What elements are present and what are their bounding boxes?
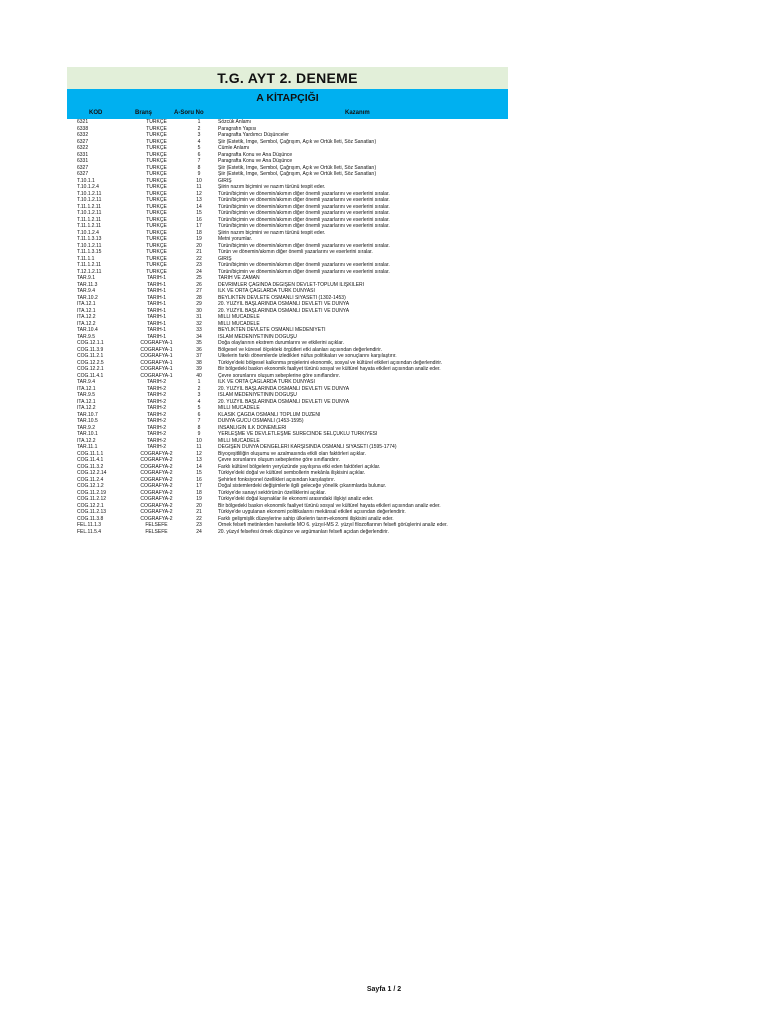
cell-kod: TAR.10.4 xyxy=(77,327,98,333)
cell-kod: COĞ.12.2.14 xyxy=(77,470,107,476)
cell-kazanim: Türün/biçimin ve dönemin/akımın diğer önemli yazarlarını ve eserlerini sıralar. xyxy=(218,268,390,275)
cell-kod: T.10.1.2.4 xyxy=(77,184,99,190)
cell-kod: TAR.10.7 xyxy=(77,411,98,418)
cell-kod: COĞ.11.3.9 xyxy=(77,346,104,353)
cell-brans: COĞRAFYA-2 xyxy=(140,502,173,509)
cell-kod: 6327 xyxy=(77,164,89,171)
cell-brans: COĞRAFYA-2 xyxy=(140,496,173,502)
cell-kod: TAR.10.5 xyxy=(77,418,98,424)
cell-kazanim: Cümle Anlamı xyxy=(218,145,250,151)
cell-brans: TARİH-1 xyxy=(146,294,167,301)
cell-brans: TARİH-2 xyxy=(146,405,167,411)
cell-soru: 11 xyxy=(196,444,202,450)
cell-soru: 33 xyxy=(196,327,202,333)
cell-kod: İTA.12.1 xyxy=(77,398,96,405)
cell-kod: T.11.1.2.11 xyxy=(77,223,101,229)
cell-brans: TÜRKÇE xyxy=(146,262,167,268)
cell-brans: TÜRKÇE xyxy=(146,138,167,145)
cell-soru: 1 xyxy=(197,379,201,385)
cell-brans: TÜRKÇE xyxy=(146,236,167,242)
cell-brans: TARİH-1 xyxy=(146,288,167,294)
cell-kod: 6331 xyxy=(77,151,89,158)
cell-soru: 6 xyxy=(197,151,201,158)
cell-kazanim: MİLLİ MÜCADELE xyxy=(218,405,260,411)
cell-kod: TAR.11.1 xyxy=(77,444,98,450)
cell-kod: İTA.12.1 xyxy=(77,301,96,307)
cell-kazanim: BEYLİKTEN DEVLETE OSMANLI MEDENİYETİ xyxy=(218,327,326,333)
cell-brans: TÜRKÇE xyxy=(146,177,167,184)
cell-kod: TAR.9.5 xyxy=(77,392,95,398)
cell-kod: T.10.1.2.4 xyxy=(77,229,99,236)
cell-kazanim: Ülkelerin farklı dönemlerde izledikleri nüfus politikaları ve sonuçlarını karşılaştırır. xyxy=(218,353,397,359)
cell-kod: 6321 xyxy=(77,119,89,125)
cell-brans: TÜRKÇE xyxy=(146,249,167,255)
cell-kazanim: Şiirin nazım biçimini ve nazım türünü tespit eder. xyxy=(218,184,326,190)
cell-kazanim: 20. YÜZYIL BAŞLARINDA OSMANLI DEVLETİ VE DÜNYA xyxy=(218,385,350,392)
cell-kazanim: 20. yüzyıl felsefesi örnek düşünce ve argümanları felsefi açıdan değerlendirir. xyxy=(218,528,389,535)
cell-brans: COĞRAFYA-1 xyxy=(140,366,173,372)
cell-kazanim: Türün ve dönemin/akımın diğer önemli yazarlarını ve eserlerini sıralar. xyxy=(218,249,373,255)
cell-kod: FEL.11.1.3 xyxy=(77,522,102,528)
cell-kod: COĞ.11.4.1 xyxy=(77,457,104,463)
cell-soru: 16 xyxy=(196,216,202,223)
cell-kod: COĞ.11.3.2 xyxy=(77,463,104,470)
cell-kod: COĞ.11.2.19 xyxy=(77,489,107,496)
cell-brans: TARİH-2 xyxy=(146,398,167,405)
cell-soru: 17 xyxy=(196,223,202,229)
cell-kod: COĞ.11.2.4 xyxy=(77,476,104,483)
cell-kod: COĞ.11.2.1 xyxy=(77,353,104,359)
cell-kod: TAR.9.4 xyxy=(77,379,95,385)
cell-kazanim: Doğal sistemlerdeki değişimlerle ilgili geleceğe yönelik çıkarımlarda bulunur. xyxy=(218,483,387,489)
cell-kod: T.10.1.2.11 xyxy=(77,190,102,197)
cell-brans: TARİH-1 xyxy=(146,320,167,327)
cell-soru: 23 xyxy=(196,522,202,528)
cell-soru: 31 xyxy=(196,314,202,320)
cell-kazanim: 20. YÜZYIL BAŞLARINDA OSMANLI DEVLETİ VE DÜNYA xyxy=(218,307,350,314)
cell-brans: TÜRKÇE xyxy=(146,255,167,262)
cell-soru: 17 xyxy=(196,483,202,489)
cell-soru: 8 xyxy=(197,424,201,431)
cell-kod: T.10.1.2.11 xyxy=(77,197,102,203)
cell-brans: TARİH-2 xyxy=(146,444,167,450)
cell-brans: FELSEFE xyxy=(145,528,168,535)
cell-kazanim: MİLLİ MÜCADELE xyxy=(218,437,260,444)
cell-soru: 20 xyxy=(196,502,202,509)
cell-kazanim: Bir bölgedeki baskın ekonomik faaliyet türünü sosyal ve kültürel hayata etkileri açısından analiz eder. xyxy=(218,366,441,372)
cell-soru: 29 xyxy=(196,301,202,307)
cell-brans: TARİH-2 xyxy=(146,418,167,424)
cell-kod: 6331 xyxy=(77,158,89,164)
cell-kazanim: Paragrafta Yardımcı Düşünceler xyxy=(218,132,289,138)
cell-brans: TARİH-2 xyxy=(146,424,167,431)
cell-soru: 2 xyxy=(197,385,201,392)
cell-kod: 6322 xyxy=(77,145,89,151)
cell-soru: 19 xyxy=(196,496,202,502)
cell-brans: COĞRAFYA-2 xyxy=(140,489,173,496)
kazanim-table xyxy=(67,119,508,535)
cell-kazanim: 20. YÜZYIL BAŞLARINDA OSMANLI DEVLETİ VE DÜNYA xyxy=(218,301,350,307)
cell-brans: COĞRAFYA-2 xyxy=(140,450,173,457)
cell-brans: TÜRKÇE xyxy=(146,242,167,249)
cell-kazanim: Şiirin nazım biçimini ve nazım türünü tespit eder. xyxy=(218,229,326,236)
cell-kazanim: Türün/biçimin ve dönemin/akımın diğer önemli yazarlarını ve eserlerini sıralar. xyxy=(218,223,390,229)
header-kod: KOD xyxy=(89,110,103,116)
cell-kod: COĞ.12.2.5 xyxy=(77,359,104,366)
cell-soru: 3 xyxy=(197,392,201,398)
cell-soru: 37 xyxy=(196,353,202,359)
cell-kazanim: Türün/biçimin ve dönemin/akımın diğer önemli yazarlarını ve eserlerini sıralar. xyxy=(218,203,390,210)
cell-brans: COĞRAFYA-2 xyxy=(140,509,173,515)
cell-kod: T.11.1.1 xyxy=(77,255,95,262)
cell-soru: 11 xyxy=(196,184,202,190)
cell-kod: T.11.1.2.11 xyxy=(77,203,101,210)
cell-kod: T.12.1.2.11 xyxy=(77,268,102,275)
cell-soru: 13 xyxy=(196,197,202,203)
cell-kazanim: Paragrafta Konu ve Ana Düşünce xyxy=(218,151,293,158)
cell-brans: TÜRKÇE xyxy=(146,184,167,190)
cell-kod: COĞ.11.2.13 xyxy=(77,509,107,515)
cell-brans: TARİH-1 xyxy=(146,327,167,333)
cell-brans: TÜRKÇE xyxy=(146,164,167,171)
cell-soru: 20 xyxy=(196,242,202,249)
cell-soru: 18 xyxy=(196,229,202,236)
cell-kod: T.10.1.2.11 xyxy=(77,210,102,216)
cell-brans: TÜRKÇE xyxy=(146,119,167,125)
cell-kazanim: İSLAM MEDENİYETİNİN DOĞUŞU xyxy=(218,392,297,398)
cell-soru: 19 xyxy=(196,236,202,242)
cell-soru: 40 xyxy=(196,372,202,379)
cell-kazanim: GİRİŞ xyxy=(218,177,232,184)
cell-kazanim: Türün/biçimin ve dönemin/akımın diğer önemli yazarlarını ve eserlerini sıralar. xyxy=(218,210,390,216)
cell-brans: TARİH-1 xyxy=(146,275,167,281)
cell-kod: 6327 xyxy=(77,171,89,177)
cell-brans: COĞRAFYA-1 xyxy=(140,346,173,353)
cell-brans: COĞRAFYA-2 xyxy=(140,470,173,476)
cell-kod: TAR.9.4 xyxy=(77,288,95,294)
cell-kazanim: Bir bölgedeki baskın ekonomik faaliyet türünü sosyal ve kültürel hayata etkileri açısından analiz eder. xyxy=(218,502,441,509)
cell-kod: İTA.12.2 xyxy=(77,437,96,444)
exam-title: T.G. AYT 2. DENEME xyxy=(67,67,508,89)
cell-soru: 18 xyxy=(196,489,202,496)
cell-kod: TAR.10.2 xyxy=(77,294,98,301)
cell-soru: 7 xyxy=(197,158,201,164)
cell-brans: TÜRKÇE xyxy=(146,145,167,151)
cell-soru: 10 xyxy=(196,177,202,184)
cell-kod: 6338 xyxy=(77,125,89,132)
cell-kod: İTA.12.2 xyxy=(77,314,96,320)
cell-soru: 9 xyxy=(197,431,201,437)
cell-kazanim: DEVRİMLER ÇAĞINDA DEĞİŞEN DEVLET-TOPLUM İLİŞKİLERİ xyxy=(218,281,365,288)
cell-soru: 35 xyxy=(196,340,202,346)
cell-kazanim: Paragrafta Konu ve Ana Düşünce xyxy=(218,158,293,164)
cell-soru: 24 xyxy=(196,528,202,535)
cell-soru: 10 xyxy=(196,437,202,444)
cell-kazanim: GİRİŞ xyxy=(218,255,232,262)
cell-kazanim: İLK VE ORTA ÇAĞLARDA TÜRK DÜNYASI xyxy=(218,288,315,294)
cell-brans: FELSEFE xyxy=(145,522,168,528)
cell-kod: 6327 xyxy=(77,138,89,145)
cell-kazanim: Şiir (Estetik, İmge, Sembol, Çağrışım, Açık ve Örtük İleti, Söz Sanatları) xyxy=(218,171,377,177)
cell-brans: COĞRAFYA-2 xyxy=(140,457,173,463)
cell-brans: TÜRKÇE xyxy=(146,203,167,210)
cell-kazanim: Türün/biçimin ve dönemin/akımın diğer önemli yazarlarını ve eserlerini sıralar. xyxy=(218,242,390,249)
cell-brans: COĞRAFYA-2 xyxy=(140,463,173,470)
cell-brans: COĞRAFYA-2 xyxy=(140,515,173,522)
cell-kod: İTA.12.1 xyxy=(77,385,96,392)
cell-soru: 4 xyxy=(197,138,201,145)
cell-kod: COĞ.12.2.1 xyxy=(77,366,104,372)
cell-kazanim: Paragrafın Yapısı xyxy=(218,125,257,132)
cell-kazanim: Çevre sorunlarını oluşum sebeplerine göre sınıflandırır. xyxy=(218,457,341,463)
cell-brans: TÜRKÇE xyxy=(146,171,167,177)
cell-kod: T.11.1.2.11 xyxy=(77,262,101,268)
cell-soru: 14 xyxy=(196,203,202,210)
cell-soru: 28 xyxy=(196,294,202,301)
cell-kod: 6332 xyxy=(77,132,89,138)
cell-soru: 25 xyxy=(196,275,202,281)
cell-kazanim: Metni yorumlar. xyxy=(218,236,253,242)
cell-brans: TÜRKÇE xyxy=(146,158,167,164)
cell-kod: TAR.10.1 xyxy=(77,431,98,437)
cell-kazanim: Türkiye'de sanayi sektörünün özelliklerini açıklar. xyxy=(218,489,326,496)
cell-kazanim: Çevre sorunlarını oluşum sebeplerine göre sınıflandırır. xyxy=(218,372,341,379)
cell-brans: TÜRKÇE xyxy=(146,125,167,132)
cell-soru: 21 xyxy=(196,509,202,515)
cell-kazanim: Farklı gelişmişlik düzeylerine sahip ülkelerin tarım-ekonomi ilişkisini analiz eder. xyxy=(218,515,394,522)
cell-brans: TARİH-1 xyxy=(146,281,167,288)
cell-kazanim: Doğa olaylarının ekstrem durumlarını ve etkilerini açıklar. xyxy=(218,340,344,346)
cell-kod: T.11.1.3.15 xyxy=(77,249,102,255)
cell-soru: 15 xyxy=(196,470,202,476)
cell-soru: 36 xyxy=(196,346,202,353)
cell-soru: 12 xyxy=(196,190,202,197)
cell-brans: TARİH-2 xyxy=(146,379,167,385)
cell-kod: T.11.1.3.13 xyxy=(77,236,102,242)
cell-kod: İTA.12.2 xyxy=(77,405,96,411)
cell-kod: TAR.9.5 xyxy=(77,333,95,340)
cell-soru: 13 xyxy=(196,457,202,463)
cell-soru: 5 xyxy=(197,405,201,411)
cell-soru: 8 xyxy=(197,164,201,171)
cell-kazanim: MİLLİ MÜCADELE xyxy=(218,314,260,320)
cell-kod: FEL.11.5.4 xyxy=(77,528,102,535)
cell-soru: 2 xyxy=(197,125,201,132)
cell-kazanim: Biyoçeşitliliğin oluşumu ve azalmasında etkili olan faktörleri açıklar. xyxy=(218,450,366,457)
cell-kazanim: Türün/biçimin ve dönemin/akımın diğer önemli yazarlarını ve eserlerini sıralar. xyxy=(218,216,390,223)
cell-soru: 4 xyxy=(197,398,201,405)
header-kazanim: Kazanım xyxy=(345,110,370,116)
cell-kod: T.10.1.1 xyxy=(77,177,95,184)
cell-soru: 3 xyxy=(197,132,201,138)
cell-soru: 12 xyxy=(196,450,202,457)
cell-kod: TAR.9.2 xyxy=(77,424,95,431)
cell-kazanim: Türkiye'de uygulanan ekonomi politikalarını mekânsal etkileri açısından değerlendirir. xyxy=(218,509,406,515)
cell-soru: 24 xyxy=(196,268,202,275)
cell-brans: TARİH-2 xyxy=(146,437,167,444)
cell-brans: TÜRKÇE xyxy=(146,268,167,275)
cell-soru: 9 xyxy=(197,171,201,177)
cell-kod: T.11.1.2.11 xyxy=(77,216,101,223)
cell-brans: TARİH-2 xyxy=(146,411,167,418)
cell-kazanim: DÜNYA GÜCÜ OSMANLI (1453-1595) xyxy=(218,418,304,424)
page-footer: Sayfa 1 / 2 xyxy=(366,986,402,993)
cell-soru: 22 xyxy=(196,515,202,522)
cell-kazanim: Türkiye'deki bölgesel kalkınma projelerini ekonomik, sosyal ve kültürel etkileri açısından değerlendirir. xyxy=(218,359,443,366)
cell-kazanim: Bölgesel ve küresel ölçekteki örgütleri etki alanları açısından değerlendirir. xyxy=(218,346,382,353)
cell-soru: 1 xyxy=(197,119,201,125)
cell-brans: TÜRKÇE xyxy=(146,229,167,236)
cell-soru: 7 xyxy=(197,418,201,424)
cell-brans: COĞRAFYA-2 xyxy=(140,483,173,489)
cell-soru: 26 xyxy=(196,281,202,288)
cell-kazanim: İLK VE ORTA ÇAĞLARDA TÜRK DÜNYASI xyxy=(218,379,315,385)
cell-kod: COĞ.11.4.1 xyxy=(77,372,104,379)
cell-soru: 23 xyxy=(196,262,202,268)
cell-kazanim: KLASİK ÇAĞDA OSMANLI TOPLUM DÜZENİ xyxy=(218,411,321,418)
header-brans: Branş xyxy=(135,110,153,116)
cell-kod: COĞ.11.2.12 xyxy=(77,496,107,502)
cell-brans: TÜRKÇE xyxy=(146,216,167,223)
cell-kazanim: Türkiye'deki doğal kaynaklar ile ekonomi arasındaki ilişkiyi analiz eder. xyxy=(218,496,374,502)
cell-kazanim: Örnek felsefi metinlerden hareketle MÖ 6. yüzyıl-MS 2. yüzyıl filozoflarının felsefi görüşlerini analiz eder. xyxy=(218,522,448,528)
cell-soru: 27 xyxy=(196,288,202,294)
cell-kazanim: MİLLİ MÜCADELE xyxy=(218,320,260,327)
cell-kazanim: Türün/biçimin ve dönemin/akımın diğer önemli yazarlarını ve eserlerini sıralar. xyxy=(218,190,390,197)
table-header xyxy=(67,108,508,119)
cell-kazanim: Şiir (Estetik, İmge, Sembol, Çağrışım, Açık ve Örtük İleti, Söz Sanatları) xyxy=(218,138,377,145)
cell-soru: 22 xyxy=(196,255,202,262)
cell-kazanim: Şehirleri fonksiyonel özellikleri açısından karşılaştırır. xyxy=(218,476,335,483)
cell-kazanim: Türün/biçimin ve dönemin/akımın diğer önemli yazarlarını ve eserlerini sıralar. xyxy=(218,262,390,268)
cell-brans: TARİH-2 xyxy=(146,385,167,392)
cell-soru: 16 xyxy=(196,476,202,483)
cell-brans: COĞRAFYA-1 xyxy=(140,353,173,359)
cell-kazanim: İSLAM MEDENİYETİNİN DOĞUŞU xyxy=(218,333,297,340)
cell-kazanim: İNSANLIĞIN İLK DÖNEMLERİ xyxy=(218,424,287,431)
cell-soru: 30 xyxy=(196,307,202,314)
cell-kod: T.10.1.2.11 xyxy=(77,242,102,249)
cell-brans: TÜRKÇE xyxy=(146,210,167,216)
cell-kazanim: Şiir (Estetik, İmge, Sembol, Çağrışım, Açık ve Örtük İleti, Söz Sanatları) xyxy=(218,164,377,171)
cell-brans: TÜRKÇE xyxy=(146,132,167,138)
cell-brans: TÜRKÇE xyxy=(146,197,167,203)
cell-brans: TARİH-1 xyxy=(146,301,167,307)
cell-soru: 21 xyxy=(196,249,202,255)
cell-brans: COĞRAFYA-2 xyxy=(140,476,173,483)
cell-kazanim: BEYLİKTEN DEVLETE OSMANLI SİYASETİ (1302-1453) xyxy=(218,294,346,301)
cell-kod: TAR.11.3 xyxy=(77,281,98,288)
cell-kod: TAR.9.1 xyxy=(77,275,95,281)
cell-kod: COĞ.12.2.1 xyxy=(77,502,104,509)
cell-brans: COĞRAFYA-1 xyxy=(140,359,173,366)
cell-brans: TARİH-2 xyxy=(146,392,167,398)
cell-brans: TÜRKÇE xyxy=(146,223,167,229)
cell-soru: 6 xyxy=(197,411,201,418)
cell-brans: TARİH-1 xyxy=(146,333,167,340)
cell-brans: COĞRAFYA-1 xyxy=(140,372,173,379)
cell-brans: TARİH-1 xyxy=(146,307,167,314)
cell-brans: TARİH-2 xyxy=(146,431,167,437)
cell-kazanim: YERLEŞME VE DEVLETLEŞME SÜRECİNDE SELÇUKLU TÜRKİYESİ xyxy=(218,431,378,437)
header-soru: A-Soru No xyxy=(174,110,204,116)
exam-sheet xyxy=(67,67,508,535)
cell-kazanim: Farklı kültürel bölgelerin yeryüzünde yayılışına etki eden faktörleri açıklar. xyxy=(218,463,381,470)
cell-kazanim: TARİH VE ZAMAN xyxy=(218,275,260,281)
cell-kazanim: DEĞİŞEN DÜNYA DENGELERİ KARŞISINDA OSMANLI SİYASETİ (1595-1774) xyxy=(218,444,397,450)
cell-brans: TÜRKÇE xyxy=(146,151,167,158)
cell-kod: COĞ.11.1.1 xyxy=(77,450,104,457)
cell-brans: TÜRKÇE xyxy=(146,190,167,197)
cell-kod: İTA.12.2 xyxy=(77,320,96,327)
table-row xyxy=(67,529,508,536)
cell-brans: COĞRAFYA-1 xyxy=(140,340,173,346)
cell-kod: İTA.12.1 xyxy=(77,307,96,314)
cell-soru: 5 xyxy=(197,145,201,151)
cell-brans: TARİH-1 xyxy=(146,314,167,320)
cell-kazanim: Türün/biçimin ve dönemin/akımın diğer önemli yazarlarını ve eserlerini sıralar. xyxy=(218,197,390,203)
cell-soru: 32 xyxy=(196,320,202,327)
cell-soru: 38 xyxy=(196,359,202,366)
cell-kod: COĞ.12.1.2 xyxy=(77,483,104,489)
cell-kazanim: 20. YÜZYIL BAŞLARINDA OSMANLI DEVLETİ VE DÜNYA xyxy=(218,398,350,405)
cell-soru: 39 xyxy=(196,366,202,372)
cell-soru: 14 xyxy=(196,463,202,470)
cell-soru: 34 xyxy=(196,333,202,340)
cell-kazanim: Sözcük Anlamı xyxy=(218,119,252,125)
cell-kazanim: Türkiye'deki doğal ve kültürel sembollerin mekânla ilişkisini açıklar. xyxy=(218,470,366,476)
cell-kod: COĞ.12.1.1 xyxy=(77,340,104,346)
cell-soru: 15 xyxy=(196,210,202,216)
cell-kod: COĞ.11.3.8 xyxy=(77,515,104,522)
booklet-label: A KİTAPÇIĞI xyxy=(67,89,508,108)
